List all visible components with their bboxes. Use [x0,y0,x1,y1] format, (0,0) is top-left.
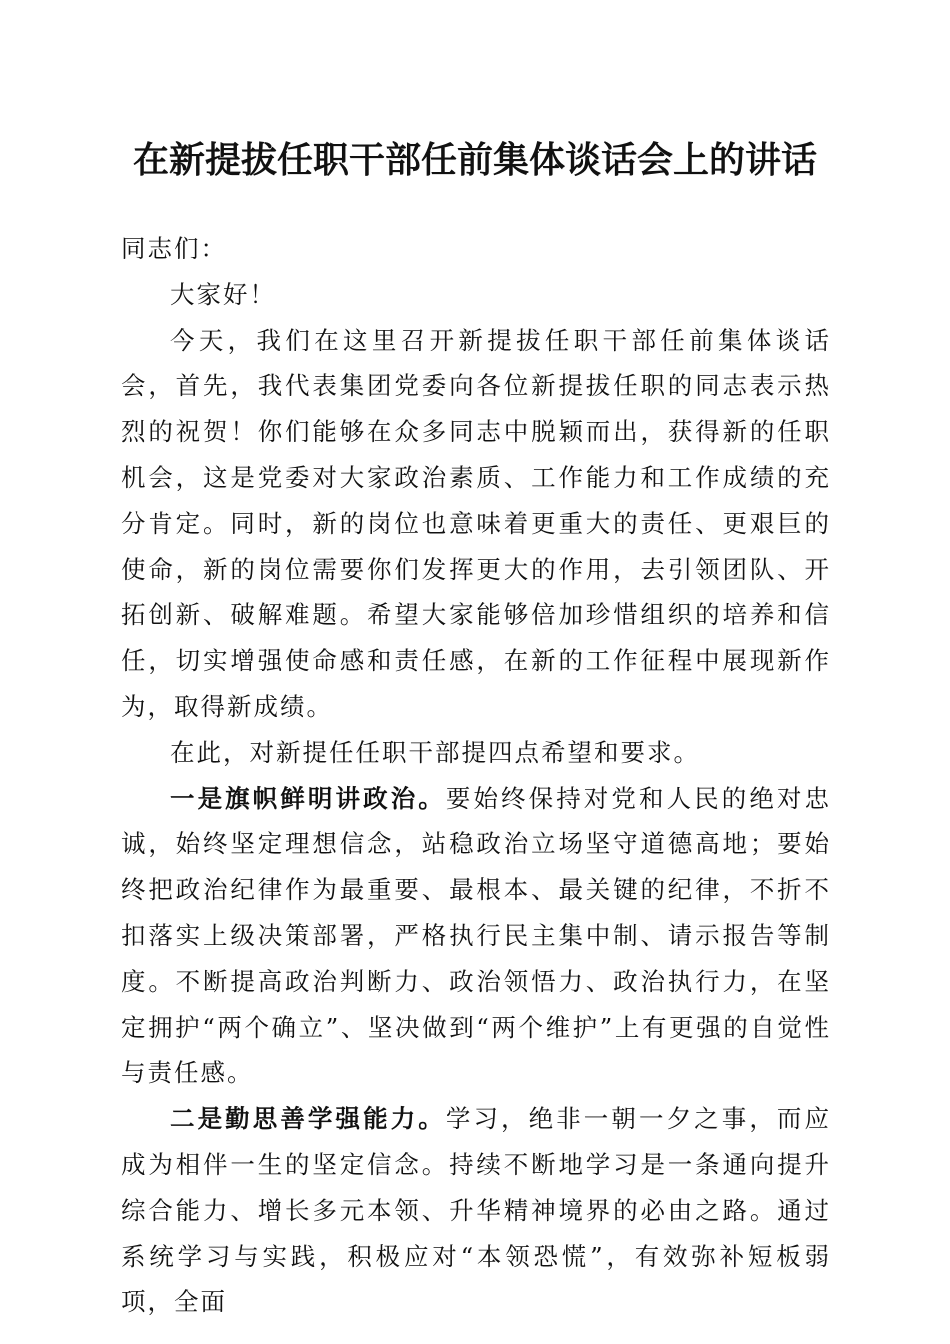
paragraph-text: 在此，对新提任任职干部提四点希望和要求。 [170,737,700,767]
paragraph-point-two [121,1096,831,1325]
paragraph-opening [121,318,831,730]
paragraph-lead: 二是勤思善学强能力。 [170,1104,446,1134]
paragraph-point-one [121,776,831,1097]
paragraph-text: 今天，我们在这里召开新提拔任职干部任前集体谈话会，首先，我代表集团党委向各位新提拔任职的同志表示热烈的祝贺！你们能够在众多同志中脱颖而出，获得新的任职机会，这是党委对大家政治素质、工作能力和工作成绩的充分肯定。同时，新的岗位也意味着更重大的责任、更艰巨的使命，新的岗位需要你们发挥更大的作用，去引领团队、开拓创新、破解难题。希望大家能够倍加珍惜组织的培养和信任，切实增强使命感和责任感，在新的工作征程中展现新作为，取得新成绩。 [121,325,831,721]
paragraph-text: 要始终保持对党和人民的绝对忠诚，始终坚定理想信念，站稳政治立场坚守道德高地；要始终把政治纪律作为最重要、最根本、最关键的纪律，不折不扣落实上级决策部署，严格执行民主集中制、请示报告等制度。不断提高政治判断力、政治领悟力、政治执行力，在坚定拥护“两个确立”、坚决做到“两个维护”上有更强的自觉性与责任感。 [121,783,832,1088]
greeting: 大家好！ [170,279,276,309]
paragraph-lead: 一是旗帜鲜明讲政治。 [170,783,446,813]
document-title: 在新提拔任职干部任前集体谈话会上的讲话 [132,139,817,181]
document-body [121,226,831,1325]
paragraph-text: 学习，绝非一朝一夕之事，而应成为相伴一生的坚定信念。持续不断地学习是一条通向提升综合能力、增长多元本领、升华精神境界的必由之路。通过系统学习与实践，积极应对“本领恐慌”，有效弥补短板弱项，全面 [121,1104,832,1317]
paragraph-requirements-intro [121,730,831,776]
salutation: 同志们： [121,234,227,263]
